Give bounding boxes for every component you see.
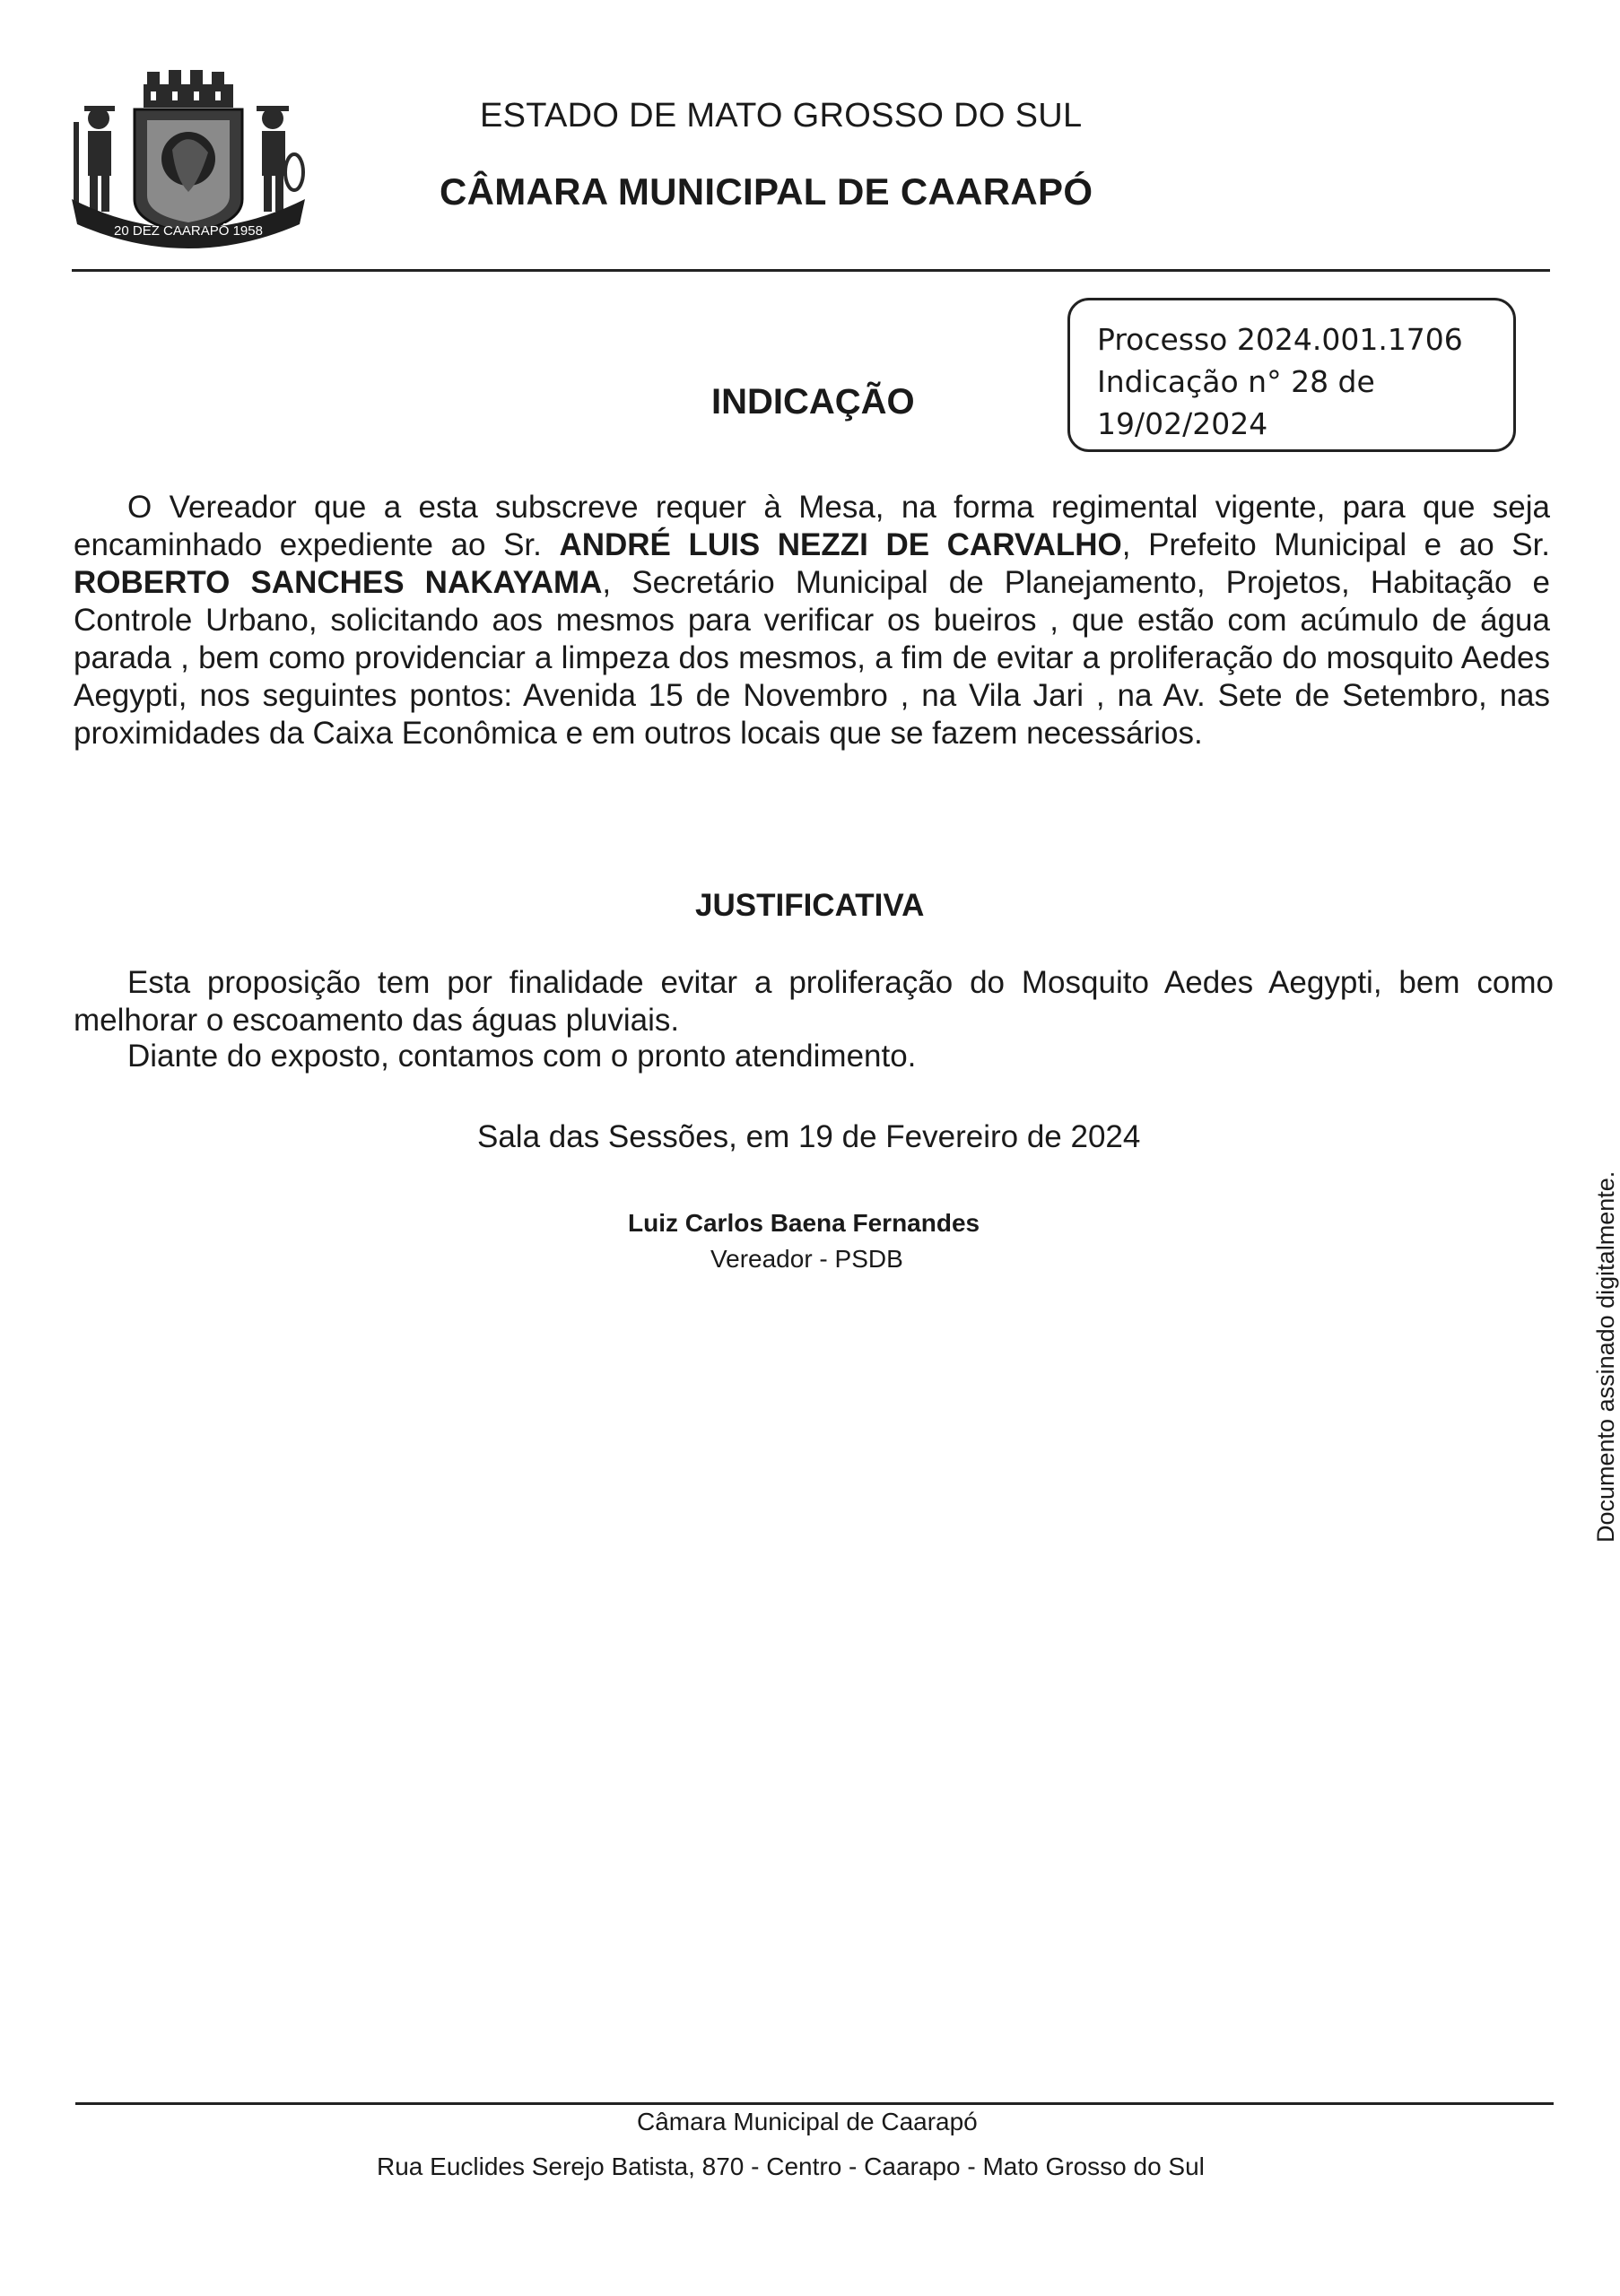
state-heading: ESTADO DE MATO GROSSO DO SUL bbox=[480, 97, 1083, 135]
secretary-name: ROBERTO SANCHES NAKAYAMA bbox=[74, 565, 603, 600]
mayor-name: ANDRÉ LUIS NEZZI DE CARVALHO bbox=[559, 527, 1122, 562]
justification-closing-line: Diante do exposto, contamos com o pronto atendimento. bbox=[127, 1039, 917, 1074]
place-and-date: Sala das Sessões, em 19 de Fevereiro de 2024 bbox=[477, 1119, 1141, 1154]
municipal-crest-logo bbox=[65, 65, 312, 244]
protocol-indication-number: Indicação n° 28 de bbox=[1097, 364, 1375, 399]
protocol-process-number: Processo 2024.001.1706 bbox=[1097, 322, 1463, 357]
digital-signature-note: Documento assinado digitalmente. bbox=[1592, 1170, 1619, 1543]
crest-ribbon-text: 20 DEZ CAARAPÓ 1958 bbox=[114, 223, 263, 239]
justification-paragraph: Esta proposição tem por finalidade evitar a proliferação do Mosquito Aedes Aegypti, bem como melhorar o escoamento das águas pluviais. bbox=[74, 965, 1554, 1038]
body-text-1: O Vereador que a esta subscreve requer à Mesa, na forma regimental vigente, para que seja encaminhado expediente ao Sr. bbox=[74, 490, 1550, 562]
body-text-3: , Secretário Municipal de Planejamento, Projetos, Habitação e Controle Urbano, solicitando aos mesmos para verificar os bueiros , que estão com acúmulo de água parada , bem como providenciar a limpeza dos mesmos, a fim de evitar a proliferação do mosquito Aedes Aegypti, nos seguintes pontos: Avenida 15 de Novembro , na Vila Jari , na Av. Sete de Setembro, nas proximidades da Caixa Econômica e em outros locais que se fazem necessários. bbox=[74, 565, 1551, 751]
body-text-2: , Prefeito Municipal e ao Sr. bbox=[1121, 527, 1551, 562]
document-title: INDICAÇÃO bbox=[711, 382, 915, 422]
signer-role: Vereador - PSDB bbox=[710, 1245, 903, 1273]
chamber-heading: CÂMARA MUNICIPAL DE CAARAPÓ bbox=[440, 170, 1093, 213]
header-divider bbox=[72, 269, 1550, 272]
footer-address: Rua Euclides Serejo Batista, 870 - Centro - Caarapo - Mato Grosso do Sul bbox=[377, 2152, 1205, 2180]
protocol-date: 19/02/2024 bbox=[1097, 406, 1268, 441]
signer-name: Luiz Carlos Baena Fernandes bbox=[628, 1209, 980, 1237]
footer-chamber-name: Câmara Municipal de Caarapó bbox=[637, 2108, 978, 2135]
justification-heading: JUSTIFICATIVA bbox=[695, 888, 925, 923]
footer-divider bbox=[75, 2102, 1554, 2105]
protocol-stamp-box bbox=[1067, 298, 1516, 452]
indication-body-paragraph bbox=[74, 489, 1550, 752]
